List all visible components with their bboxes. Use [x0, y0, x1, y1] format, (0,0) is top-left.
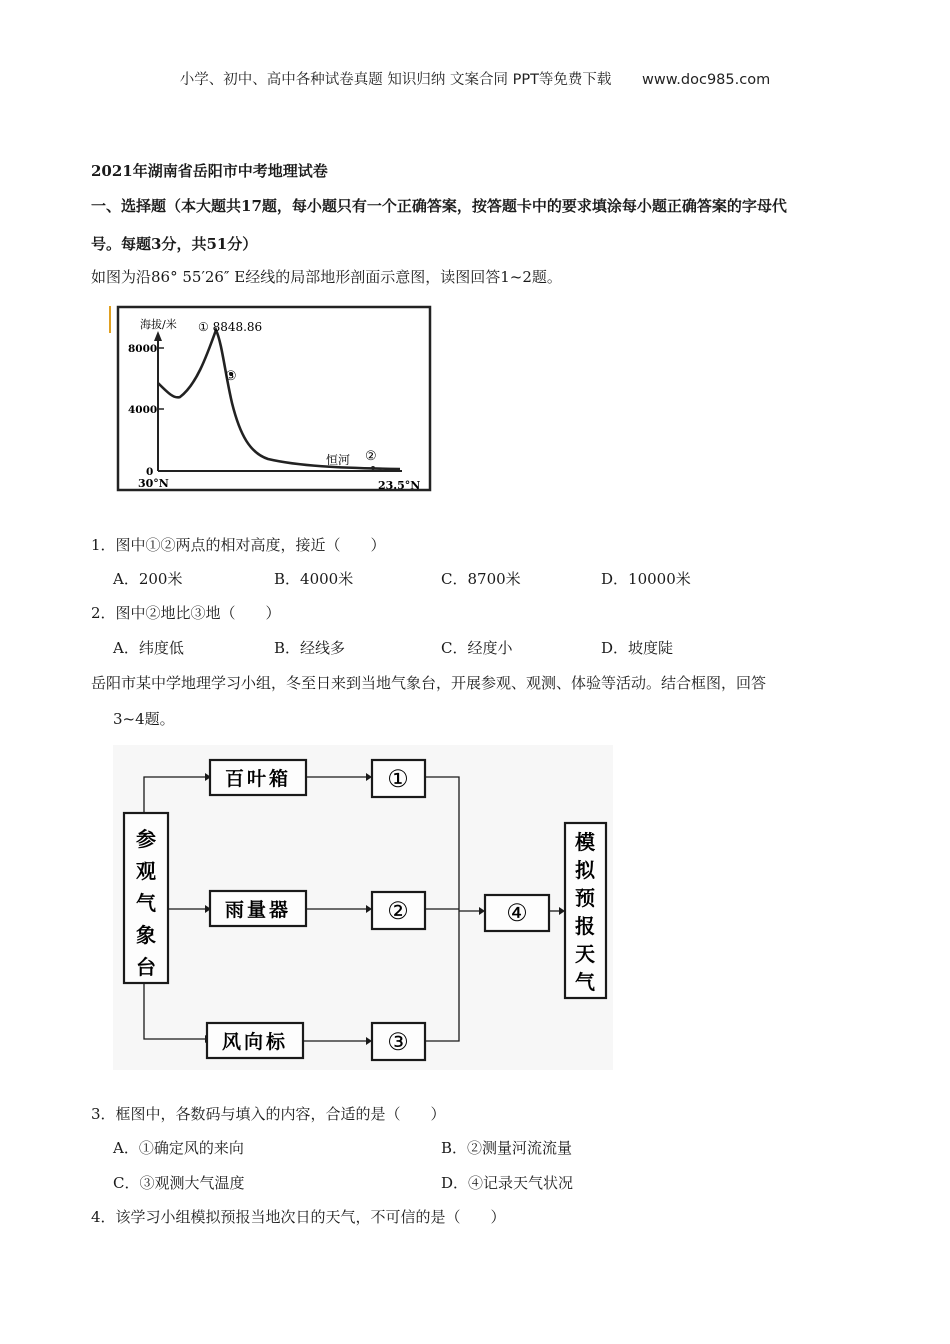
left-char-5: 台 — [136, 955, 156, 979]
q2-stem: 2．图中②地比③地（ ） — [91, 604, 281, 622]
intro-q3-4-line2: 3~4题。 — [113, 710, 175, 728]
right-char-3: 预 — [575, 886, 595, 910]
left-char-4: 象 — [136, 923, 156, 947]
section-heading-line1: 一、选择题（本大题共17题，每小题只有一个正确答案，按答题卡中的要求填涂每小题正确答案的字母代 — [91, 197, 787, 215]
instrument-1-label: 百叶箱 — [224, 768, 292, 790]
q3-stem: 3．框图中，各数码与填入的内容，合适的是（ ） — [91, 1105, 446, 1123]
q1-option-b[interactable]: B．4000米 — [274, 570, 354, 588]
instrument-3-label: 风向标 — [221, 1031, 289, 1053]
right-char-5: 天 — [575, 942, 595, 966]
q4-stem: 4．该学习小组模拟预报当地次日的天气，不可信的是（ ） — [91, 1208, 506, 1226]
q1-option-c[interactable]: C．8700米 — [441, 570, 521, 588]
peak-label: ① 8848.86 — [198, 320, 263, 334]
x-right-label: 23.5°N — [378, 479, 421, 492]
page-header — [0, 68, 950, 89]
right-char-4: 报 — [575, 914, 595, 938]
q3-option-b[interactable]: B．②测量河流流量 — [441, 1139, 573, 1157]
instrument-2-label: 雨量器 — [224, 899, 292, 921]
header-url[interactable]: www.doc985.com — [642, 72, 771, 88]
y-tick-0: 0 — [146, 466, 154, 478]
left-char-1: 参 — [136, 827, 156, 851]
terrain-profile-figure — [108, 303, 436, 495]
left-char-2: 观 — [136, 859, 156, 883]
exam-title: 2021年湖南省岳阳市中考地理试卷 — [91, 162, 328, 180]
header-text: 小学、初中、高中各种试卷真题 知识归纳 文案合同 PPT等免费下载 — [179, 72, 612, 88]
weather-station-flowchart — [113, 745, 613, 1070]
point-2-dot — [371, 466, 375, 470]
q3-option-a[interactable]: A．①确定风的来向 — [113, 1139, 244, 1157]
right-char-1: 模 — [575, 830, 595, 854]
section-heading-line2: 号。每题3分，共51分） — [91, 235, 258, 253]
figure-frame — [118, 307, 430, 490]
y-tick-8000: 8000 — [128, 343, 158, 355]
y-tick-4000: 4000 — [128, 404, 158, 416]
left-char-3: 气 — [136, 891, 156, 915]
q1-option-a[interactable]: A．200米 — [113, 570, 183, 588]
x-left-label: 30°N — [138, 477, 169, 490]
q3-option-d[interactable]: D．④记录天气状况 — [441, 1174, 574, 1192]
q1-option-d[interactable]: D．10000米 — [601, 570, 691, 588]
river-label: 恒河 — [326, 453, 351, 467]
q1-stem: 1．图中①②两点的相对高度，接近（ ） — [91, 536, 386, 554]
right-char-2: 拟 — [575, 858, 595, 882]
point-3-label: ③ — [225, 369, 237, 384]
q3-option-c[interactable]: C．③观测大气温度 — [113, 1174, 245, 1192]
q2-option-c[interactable]: C．经度小 — [441, 639, 513, 657]
q2-option-d[interactable]: D．坡度陡 — [601, 639, 674, 657]
num-2-label: ② — [387, 897, 409, 925]
num-3-label: ③ — [387, 1028, 409, 1056]
y-axis-label: 海拔/米 — [140, 318, 177, 331]
num-4-label: ④ — [506, 899, 528, 927]
q2-option-b[interactable]: B．经线多 — [274, 639, 346, 657]
right-char-6: 气 — [575, 970, 595, 994]
point-2-label: ② — [365, 449, 377, 464]
num-1-label: ① — [387, 765, 409, 793]
q2-option-a[interactable]: A．纬度低 — [113, 639, 184, 657]
intro-q1-2: 如图为沿86° 55′26″ E经线的局部地形剖面示意图，读图回答1~2题。 — [91, 268, 562, 286]
intro-q3-4-line1: 岳阳市某中学地理学习小组，冬至日来到当地气象台，开展参观、观测、体验等活动。结合框图，回答 — [91, 674, 767, 692]
